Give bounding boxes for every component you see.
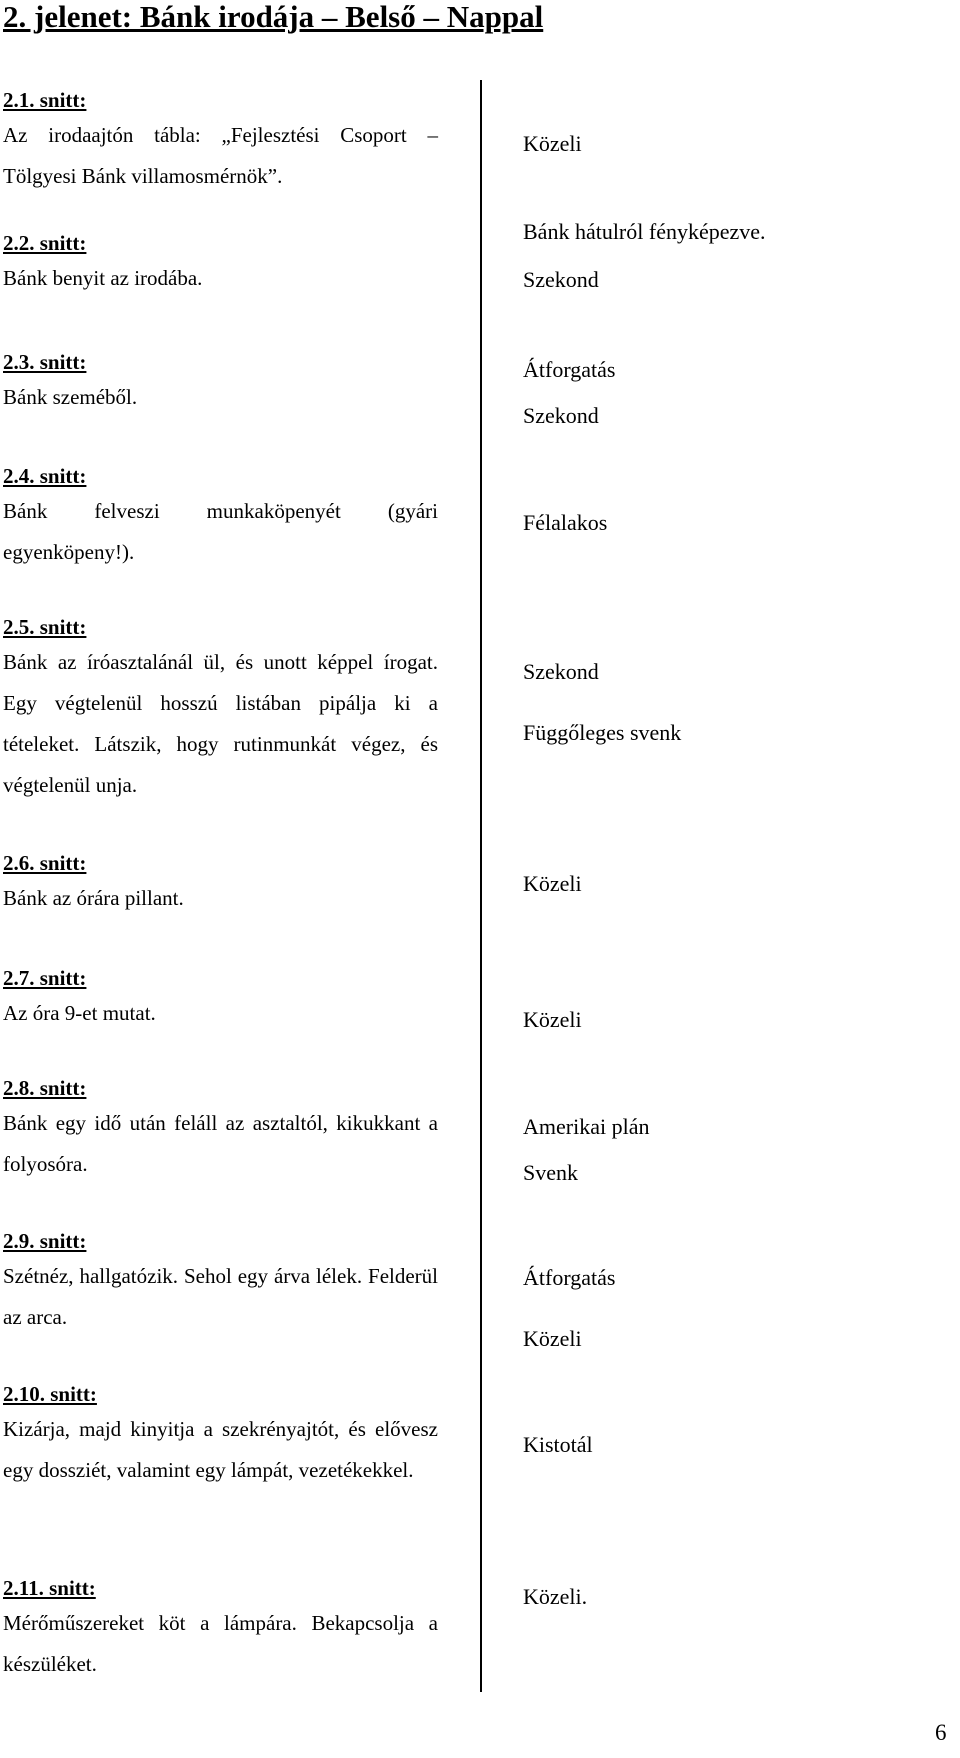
camera-note: Amerikai plán — [523, 1114, 650, 1139]
shot-2-1 — [3, 85, 438, 197]
shot-description: Szétnéz, hallgatózik. Sehol egy árva lélek. Felderül az arca. — [3, 1264, 438, 1329]
shot-label: 2.7. snitt: — [3, 966, 87, 990]
shot-label: 2.11. snitt: — [3, 1576, 96, 1600]
camera-note: Közeli. — [523, 1584, 588, 1609]
shot-2-8 — [3, 1073, 438, 1185]
camera-note: Bánk hátulról fényképezve. — [523, 219, 766, 244]
shot-description: Bánk benyit az irodába. — [3, 266, 203, 290]
shot-label: 2.9. snitt: — [3, 1229, 87, 1253]
shot-2-7 — [3, 963, 438, 1034]
camera-note: Közeli — [523, 131, 582, 156]
shot-label: 2.3. snitt: — [3, 350, 87, 374]
page-number: 6 — [935, 1720, 947, 1745]
shot-label: 2.8. snitt: — [3, 1076, 87, 1100]
shot-description: Az irodaajtón tábla: „Fejlesztési Csoport – Tölgyesi Bánk villamosmérnök”. — [3, 123, 438, 188]
camera-note: Közeli — [523, 871, 582, 896]
shot-description: Mérőműszereket köt a lámpára. Bekapcsolja a készüléket. — [3, 1611, 438, 1676]
camera-note: Közeli — [523, 1007, 582, 1032]
shot-2-11 — [3, 1573, 438, 1685]
camera-note: Közeli — [523, 1326, 582, 1351]
shot-label: 2.5. snitt: — [3, 615, 87, 639]
camera-note: Átforgatás — [523, 357, 616, 382]
shot-label: 2.1. snitt: — [3, 88, 87, 112]
camera-note: Szekond — [523, 659, 599, 684]
camera-note: Szekond — [523, 403, 599, 428]
camera-note: Átforgatás — [523, 1265, 616, 1290]
shot-description: Bánk az órára pillant. — [3, 886, 184, 910]
shot-label: 2.10. snitt: — [3, 1382, 97, 1406]
shot-description: Bánk szeméből. — [3, 385, 138, 409]
shot-label: 2.2. snitt: — [3, 231, 87, 255]
shot-description: Kizárja, majd kinyitja a szekrényajtót, és elővesz egy dossziét, valamint egy lámpát, vezetékekkel. — [3, 1417, 438, 1482]
camera-note: Svenk — [523, 1160, 578, 1185]
shot-description: Bánk az íróasztalánál ül, és unott képpel írogat. Egy végtelenül hosszú listában pipálja ki a tételeket. Látszik, hogy rutinmunkát végez, és végtelenül unja. — [3, 650, 438, 797]
shot-description: Az óra 9-et mutat. — [3, 1001, 156, 1025]
shot-2-2 — [3, 228, 438, 299]
camera-note: Félalakos — [523, 510, 608, 535]
shot-2-5 — [3, 612, 438, 806]
shot-2-9 — [3, 1226, 438, 1338]
column-divider — [480, 80, 482, 1692]
shot-label: 2.4. snitt: — [3, 464, 87, 488]
shot-2-3 — [3, 347, 438, 418]
shot-2-10 — [3, 1379, 438, 1491]
camera-note: Szekond — [523, 267, 599, 292]
shot-description: Bánk felveszi munkaköpenyét (gyári egyenköpeny!). — [3, 499, 438, 564]
shot-2-6 — [3, 848, 438, 919]
camera-note: Kistotál — [523, 1432, 593, 1457]
shot-label: 2.6. snitt: — [3, 851, 87, 875]
camera-note: Függőleges svenk — [523, 720, 682, 745]
shot-description: Bánk egy idő után feláll az asztaltól, kikukkant a folyosóra. — [3, 1111, 438, 1176]
shot-2-4 — [3, 461, 438, 573]
scene-title: 2. jelenet: Bánk irodája – Belső – Nappal — [3, 0, 544, 34]
